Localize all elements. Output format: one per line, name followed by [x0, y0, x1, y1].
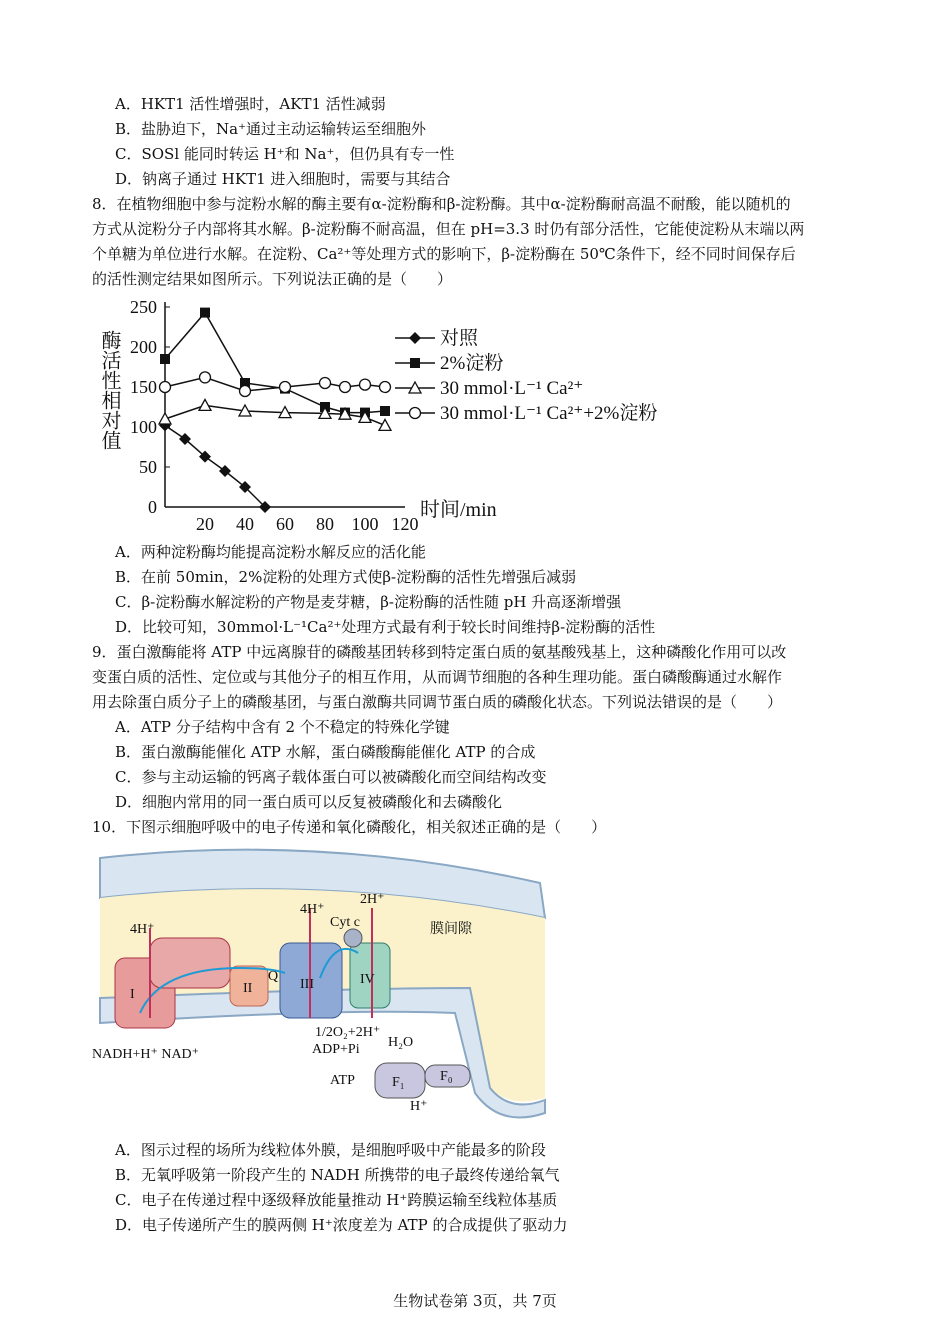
label-h: H⁺	[410, 1099, 428, 1114]
legend-label: 30 mmol·L⁻¹ Ca²⁺	[440, 378, 584, 399]
q8-option-a: A．两种淀粉酶均能提高淀粉水解反应的活化能	[115, 543, 426, 561]
y-tick-label: 250	[130, 297, 157, 317]
legend-label: 30 mmol·L⁻¹ Ca²⁺+2%淀粉	[440, 403, 658, 424]
series-line-3	[165, 377, 385, 391]
y-tick-label: 100	[130, 417, 157, 437]
y-tick-label: 200	[130, 337, 157, 357]
label-q: Q	[268, 969, 279, 984]
complex-i-top	[150, 938, 230, 988]
data-point	[159, 413, 171, 424]
q9-option-a: A．ATP 分子结构中含有 2 个不稳定的特殊化学键	[115, 718, 450, 736]
label-complex-iii: III	[300, 977, 314, 992]
data-point	[160, 354, 170, 364]
data-point	[160, 382, 171, 393]
chart-xlabel: 时间/min	[420, 499, 497, 521]
data-point	[380, 406, 390, 416]
q8-stem-line-2: 方式从淀粉分子内部将其水解。β-淀粉酶不耐高温，但在 pH=3.3 时仍有部分活性，它能使淀粉从末端以两	[92, 220, 805, 238]
x-tick-label: 80	[316, 514, 334, 534]
x-tick-label: 60	[276, 514, 294, 534]
q9-stem-line-3: 用去除蛋白质分子上的磷酸基团，与蛋白激酶共同调节蛋白质的磷酸化状态。下列说法错误的是（ ）	[92, 693, 783, 711]
label-4h-left: 4H⁺	[130, 922, 155, 937]
label-complex-iv: IV	[360, 972, 375, 987]
data-point	[409, 332, 421, 344]
q10-option-a: A．图示过程的场所为线粒体外膜，是细胞呼吸中产能最多的阶段	[115, 1141, 546, 1159]
data-point	[200, 308, 210, 318]
data-point	[320, 378, 331, 389]
label-f1: F₁	[392, 1075, 405, 1090]
label-water: H₂O	[388, 1035, 414, 1050]
label-2h: 2H⁺	[360, 892, 385, 907]
data-point	[240, 386, 251, 397]
q9-option-d: D．细胞内常用的同一蛋白质可以反复被磷酸化和去磷酸化	[115, 793, 503, 811]
q9-stem-line-2: 变蛋白质的活性、定位或与其他分子的相互作用，从而调节细胞的各种生理功能。蛋白磷酸酶通过水解作	[92, 668, 783, 686]
label-oxygen: 1/2O₂+2H⁺	[315, 1025, 381, 1040]
legend-label: 对照	[440, 328, 479, 349]
page-footer: 生物试卷第 3页，共 7页	[393, 1292, 557, 1310]
electron-transport-diagram	[90, 838, 560, 1130]
series-line-2	[165, 405, 385, 425]
series-line-1	[165, 313, 385, 413]
data-point	[340, 382, 351, 393]
label-atp: ATP	[330, 1073, 355, 1088]
q10-stem: 10．下图示细胞呼吸中的电子传递和氧化磷酸化，相关叙述正确的是（ ）	[92, 818, 607, 836]
q8-option-c: C．β-淀粉酶水解淀粉的产物是麦芽糖，β-淀粉酶的活性随 pH 升高逐渐增强	[115, 593, 622, 611]
y-tick-label: 50	[139, 457, 157, 477]
label-adp: ADP+Pi	[312, 1042, 360, 1057]
q7-option-d: D．钠离子通过 HKT1 进入细胞时，需要与其结合	[115, 170, 451, 188]
chart-ylabel: 酶活性相对值	[98, 330, 120, 450]
label-nadh: NADH+H⁺ NAD⁺	[92, 1047, 200, 1062]
x-tick-label: 120	[391, 514, 419, 534]
q9-option-b: B．蛋白激酶能催化 ATP 水解，蛋白磷酸酶能催化 ATP 的合成	[115, 743, 536, 761]
q7-option-a: A．HKT1 活性增强时，AKT1 活性减弱	[115, 95, 386, 113]
series-line-0	[165, 425, 265, 507]
data-point	[360, 379, 371, 390]
data-point	[380, 382, 391, 393]
y-tick-label: 150	[130, 377, 157, 397]
x-tick-label: 20	[196, 514, 214, 534]
data-point	[410, 358, 420, 368]
legend-label: 2%淀粉	[440, 353, 504, 374]
label-intermembrane-space: 膜间隙	[430, 922, 472, 937]
q7-option-b: B．盐胁迫下，Na⁺通过主动运输转运至细胞外	[115, 120, 427, 138]
q8-stem-line-1: 8．在植物细胞中参与淀粉水解的酶主要有α-淀粉酶和β-淀粉酶。其中α-淀粉酶耐高温不耐酸，能以随机的	[92, 195, 791, 213]
x-tick-label: 100	[351, 514, 379, 534]
data-point	[379, 419, 391, 430]
data-point	[200, 372, 211, 383]
q8-option-b: B．在前 50min，2%淀粉的处理方式使β-淀粉酶的活性先增强后减弱	[115, 568, 577, 586]
label-f0: F₀	[440, 1069, 453, 1084]
x-tick-label: 40	[236, 514, 254, 534]
label-complex-i: I	[130, 987, 135, 1002]
label-complex-ii: II	[243, 981, 253, 996]
label-cytc: Cyt c	[330, 915, 360, 930]
q10-option-b: B．无氧呼吸第一阶段产生的 NADH 所携带的电子最终传递给氧气	[115, 1166, 560, 1184]
data-point	[410, 408, 421, 419]
enzyme-activity-chart	[95, 290, 735, 540]
q8-stem-line-3: 个单糖为单位进行水解。在淀粉、Ca²⁺等处理方式的影响下，β-淀粉酶在 50℃条件下，经不同时间保存后	[92, 245, 796, 263]
q10-option-d: D．电子传递所产生的膜两侧 H⁺浓度差为 ATP 的合成提供了驱动力	[115, 1216, 568, 1234]
q9-stem-line-1: 9．蛋白激酶能将 ATP 中远离腺苷的磷酸基团转移到特定蛋白质的氨基酸残基上，这种磷酸化作用可以改	[92, 643, 787, 661]
data-point	[199, 399, 211, 410]
q8-stem-line-4: 的活性测定结果如图所示。下列说法正确的是（ ）	[92, 270, 453, 288]
q7-option-c: C．SOSl 能同时转运 H⁺和 Na⁺，但仍具有专一性	[115, 145, 455, 163]
data-point	[280, 382, 291, 393]
q9-option-c: C．参与主动运输的钙离子载体蛋白可以被磷酸化而空间结构改变	[115, 768, 547, 786]
q10-option-c: C．电子在传递过程中逐级释放能量推动 H⁺跨膜运输至线粒体基质	[115, 1191, 558, 1209]
cyt-c	[344, 929, 362, 947]
y-tick-label: 0	[148, 497, 157, 517]
label-4h-mid: 4H⁺	[300, 902, 325, 917]
q8-option-d: D．比较可知，30mmol·L⁻¹Ca²⁺处理方式最有利于较长时间维持β-淀粉酶的活性	[115, 618, 656, 636]
